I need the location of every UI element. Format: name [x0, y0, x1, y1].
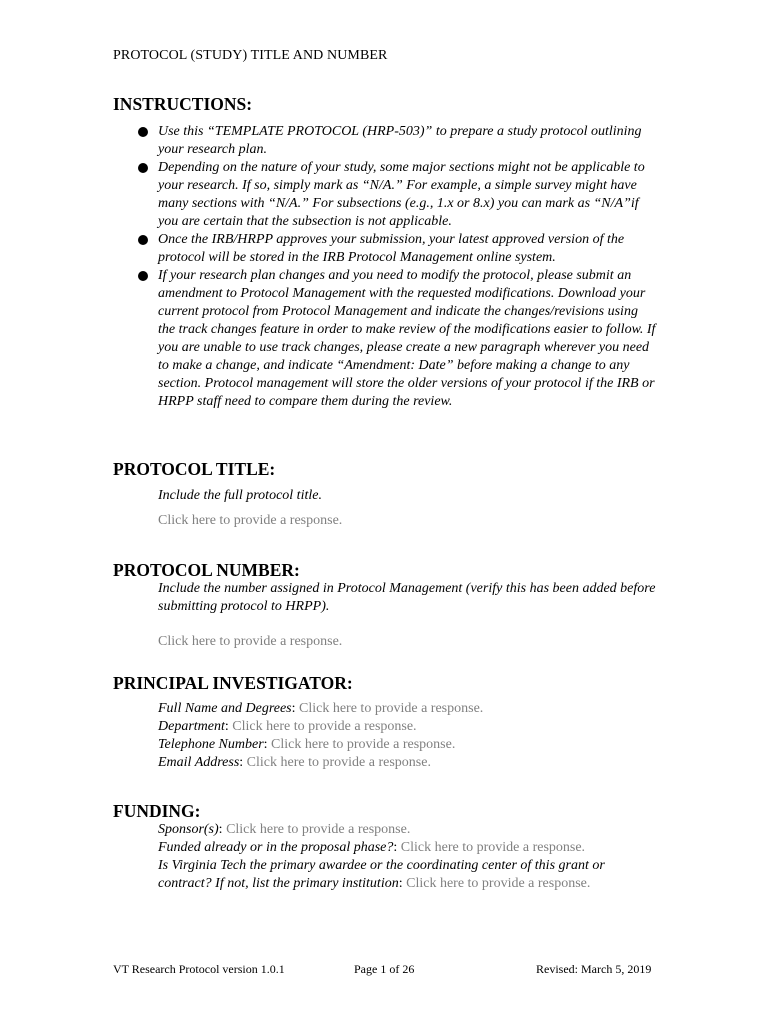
footer-revised-date: Revised: March 5, 2019 — [536, 962, 652, 976]
funding-phase-field[interactable]: Click here to provide a response. — [400, 840, 586, 855]
pi-department-field[interactable]: Click here to provide a response. — [232, 719, 417, 734]
pi-telephone-row: Telephone Number: Click here to provide a response. — [158, 737, 456, 752]
funding-primary-institution-row: Is Virginia Tech the primary awardee or the coordinating center of this grant or contract? If not, list the primary institution: Click here to provide a response. — [158, 858, 605, 891]
pi-email-field[interactable]: Click here to provide a response. — [246, 755, 431, 770]
funding-phase-row: Funded already or in the proposal phase?: Click here to provide a response. — [158, 840, 586, 855]
bullet-icon — [138, 271, 148, 281]
instructions-heading: INSTRUCTIONS: — [113, 94, 253, 114]
field-label: Telephone Number — [158, 737, 264, 752]
protocol-number-heading: PROTOCOL NUMBER: — [113, 560, 300, 580]
principal-investigator-fields — [158, 700, 658, 772]
field-label: Funded already or in the proposal phase? — [158, 840, 394, 855]
funding-heading: FUNDING: — [113, 801, 201, 821]
funding-primary-institution-field[interactable]: Click here to provide a response. — [406, 876, 591, 891]
page-header-title: PROTOCOL (STUDY) TITLE AND NUMBER — [113, 48, 388, 63]
principal-investigator-heading: PRINCIPAL INVESTIGATOR: — [113, 673, 353, 693]
field-label: Sponsor(s) — [158, 822, 219, 837]
protocol-number-response-field[interactable]: Click here to provide a response. — [158, 634, 343, 649]
pi-department-row: Department: Click here to provide a response. — [158, 719, 417, 734]
list-item: Use this “TEMPLATE PROTOCOL (HRP-503)” to prepare a study protocol outlining your research plan. — [137, 123, 657, 159]
pi-email-row: Email Address: Click here to provide a response. — [158, 755, 431, 770]
footer-version: VT Research Protocol version 1.0.1 — [113, 962, 285, 976]
footer-page-number: Page 1 of 26 — [354, 962, 415, 976]
bullet-icon — [138, 235, 148, 245]
funding-fields — [158, 821, 658, 893]
protocol-title-instruction: Include the full protocol title. — [158, 488, 322, 503]
funding-sponsor-field[interactable]: Click here to provide a response. — [226, 822, 411, 837]
protocol-title-response-field[interactable]: Click here to provide a response. — [158, 513, 343, 528]
field-label: Department — [158, 719, 225, 734]
funding-sponsor-row: Sponsor(s): Click here to provide a response. — [158, 822, 411, 837]
protocol-title-heading: PROTOCOL TITLE: — [113, 459, 276, 479]
list-item: Depending on the nature of your study, some major sections might not be applicable to your research. If so, simply mark as “N/A.” For example, a simple survey might have many sections with “N/A.” For subsections (e.g., 1.x or 8.x) you can mark as “N/A”if you are certain that the subsection is not applicable. — [137, 159, 657, 231]
list-item: Once the IRB/HRPP approves your submission, your latest approved version of the protocol will be stored in the IRB Protocol Management online system. — [137, 231, 657, 267]
field-label: Full Name and Degrees — [158, 701, 292, 716]
list-item: If your research plan changes and you need to modify the protocol, please submit an amendment to Protocol Management with the requested modifications. Download your current protocol from Protocol Management and indicate the changes/revisions using the track changes feature in order to make review of the modifications easier to follow. If you are unable to use track changes, please create a new paragraph wherever you need to make a change, and indicate “Amendment: Date” before making a change to any section. Protocol management will store the older versions of your protocol if the IRB or HRPP staff need to compare them during the review. — [137, 267, 657, 411]
pi-full-name-field[interactable]: Click here to provide a response. — [299, 701, 484, 716]
pi-full-name-row: Full Name and Degrees: Click here to provide a response. — [158, 701, 484, 716]
field-label: Is Virginia Tech the primary awardee or the coordinating center of this grant or contract? If not, list the primary institution — [158, 858, 605, 891]
field-label: Email Address — [158, 755, 240, 770]
instructions-list — [137, 123, 657, 411]
protocol-number-instruction: Include the number assigned in Protocol Management (verify this has been added before submitting protocol to HRPP). — [158, 581, 656, 614]
pi-telephone-field[interactable]: Click here to provide a response. — [271, 737, 456, 752]
bullet-icon — [138, 163, 148, 173]
bullet-icon — [138, 127, 148, 137]
